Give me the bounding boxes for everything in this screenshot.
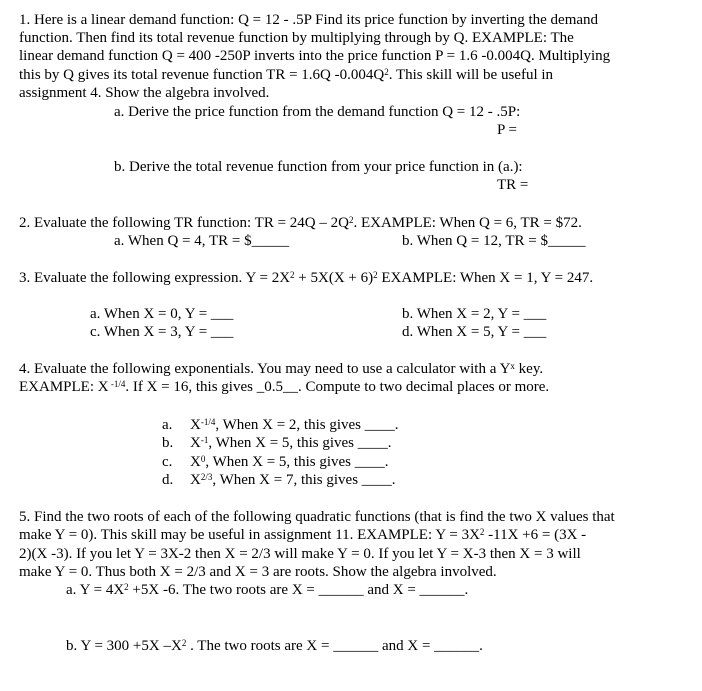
q1-part-a-answer: P = [497, 122, 517, 138]
q2-part-a: a. When Q = 4, TR = $_____ [114, 233, 290, 249]
q2-intro: 2. Evaluate the following TR function: TR = $24Q - 2Q^2$. EXAMPLE: When Q = 6, TR = $72. [19, 215, 582, 231]
q1-part-a: a. Derive the price function from the demand function Q = 12 - .5P: [114, 104, 521, 120]
q4-item-a-label: a. [162, 417, 173, 433]
q1-part-b-answer: TR = [497, 177, 529, 193]
q1-part-b: b. Derive the total revenue function from your price function in (a.): [114, 159, 523, 175]
q4-item-a: $X^{-1/4}$, When X = 2, this gives ____. [190, 417, 399, 433]
q3-part-c: c. When X = 3, Y = ___ [90, 324, 234, 340]
q5-intro-line-4: make Y = 0. Thus both X = 2/3 and X = 3 are roots. Show the algebra involved. [19, 564, 497, 580]
q1-intro-line-3: linear demand function Q = 400 -250P inverts into the price function P = 1.6 -0.004Q. Multiplying [19, 48, 611, 64]
q5-part-b: b. Y = 300 +5X $-X^2$ . The two roots are X = ______ and X = ______. [66, 638, 483, 654]
q4-item-d-label: d. [162, 472, 174, 488]
q4-item-b: $X^{-1}$, When X = 5, this gives ____. [190, 435, 392, 451]
q5-intro-line-2: make Y = 0). This skill may be useful in assignment 11. EXAMPLE: $Y = 3X^2$ -11X +6 = (3X - [19, 527, 587, 543]
q1-intro-line-5: assignment 4. Show the algebra involved. [19, 85, 270, 101]
q3-intro: 3. Evaluate the following expression. $Y = 2X^2 + 5X(X + 6)^2$ EXAMPLE: When X = 1, Y = 247. [19, 270, 594, 286]
q1-intro-line-2: function. Then find its total revenue function by multiplying through by Q. EXAMPLE: The [19, 30, 574, 46]
q4-intro-line-1: 4. Evaluate the following exponentials. You may need to use a calculator with a $Y^x$ key. [19, 361, 544, 377]
q5-intro-line-3: 2)(X -3). If you let Y = 3X-2 then X = 2/3 will make Y = 0. If you let Y = X-3 then X = 3 will [19, 546, 581, 562]
q2-part-b: b. When Q = 12, TR = $_____ [402, 233, 586, 249]
q4-item-c-label: c. [162, 454, 173, 470]
q5-intro-line-1: 5. Find the two roots of each of the following quadratic functions (that is find the two X values that [19, 509, 615, 525]
q5-part-a: a. $Y = 4X^2 +5X$ -6. The two roots are X = ______ and X = ______. [66, 582, 469, 598]
q3-part-a: a. When X = 0, Y = ___ [90, 306, 234, 322]
q4-intro-line-2: EXAMPLE: X $^{-1/4}$. If X = 16, this gives _0.5__. Compute to two decimal places or more. [19, 379, 550, 395]
q1-intro-line-4: this by Q gives its total revenue function TR = 1.6Q $-0.004Q^2$. This skill will be useful in [19, 67, 554, 83]
q4-item-c: $X^0$, When X = 5, this gives ____. [190, 454, 389, 470]
q3-part-b: b. When X = 2, Y = ___ [402, 306, 547, 322]
q4-item-b-label: b. [162, 435, 174, 451]
q1-intro-line-1: 1. Here is a linear demand function: Q = 12 - .5P Find its price function by inverting the demand [19, 12, 599, 28]
q4-item-d: $X^{2/3}$, When X = 7, this gives ____. [190, 472, 396, 488]
q3-part-d: d. When X = 5, Y = ___ [402, 324, 547, 340]
